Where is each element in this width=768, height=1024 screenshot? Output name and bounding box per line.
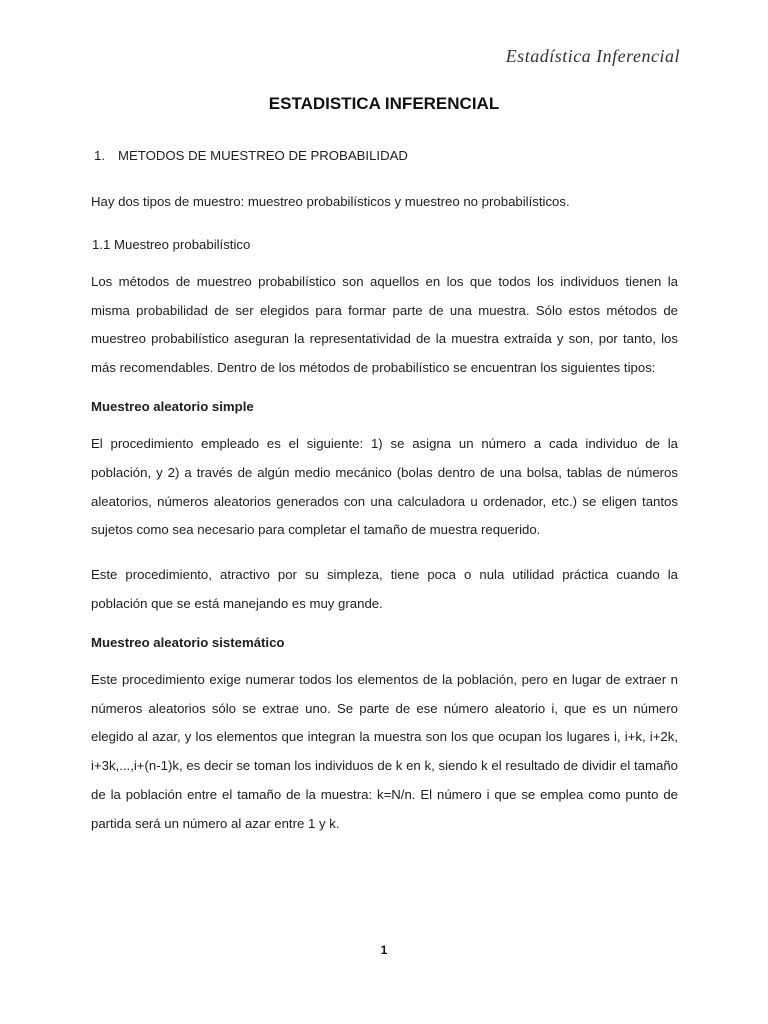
page-number: 1 (380, 943, 388, 957)
running-header: Estadística Inferencial (505, 46, 680, 66)
document-body (91, 146, 678, 839)
section-heading-text: METODOS DE MUESTREO DE PROBABILIDAD (118, 148, 408, 163)
simple-random-paragraph: El procedimiento empleado es el siguiente: 1) se asigna un número a cada individuo de la población, y 2) a través de algún medio mecánico (bolas dentro de una bolsa, tablas de números aleatorios, números aleatorios generados con una calculadora u ordenador, etc.) se eligen tantos sujetos como sea necesario para completar el tamaño de muestra requerido. (91, 435, 678, 538)
systematic-random-paragraph: Este procedimiento exige numerar todos los elementos de la población, pero en lugar de extraer n números aleatorios sólo se extrae uno. Se parte de ese número aleatorio i, que es un número elegido al azar, y los elementos que integran la muestra son los que ocupan los lugares i, i+k, i+2k, i+3k,...,i+(n-1)k, es decir se toman los individuos de k en k, siendo k el resultado de dividir el tamaño de la población entre el tamaño de la muestra: k=N/n. El número i que se emplea como punto de partida será un número al azar entre 1 y k. (91, 671, 678, 831)
section-heading-1 (91, 146, 678, 166)
probabilistic-paragraph: Los métodos de muestreo probabilístico son aquellos en los que todos los individuos tienen la misma probabilidad de ser elegidos para formar parte de una muestra. Sólo estos métodos de muestreo probabilístico aseguran la representatividad de la muestra extraída y son, por tanto, los más recomendables. Dentro de los métodos de probabilístico se encuentran los siguientes tipos: (91, 273, 678, 376)
subsection-heading-1-1: 1.1 Muestreo probabilístico (92, 236, 251, 252)
intro-paragraph: Hay dos tipos de muestro: muestreo probabilísticos y muestreo no probabilísticos. (91, 194, 570, 209)
simple-random-heading: Muestreo aleatorio simple (91, 398, 254, 414)
document-title: ESTADISTICA INFERENCIAL (268, 94, 500, 113)
simple-random-note-paragraph: Este procedimiento, atractivo por su simpleza, tiene poca o nula utilidad práctica cuando la población que se está manejando es muy grande. (91, 567, 678, 611)
systematic-random-heading: Muestreo aleatorio sistemático (91, 634, 285, 650)
section-number: 1. (94, 148, 105, 163)
